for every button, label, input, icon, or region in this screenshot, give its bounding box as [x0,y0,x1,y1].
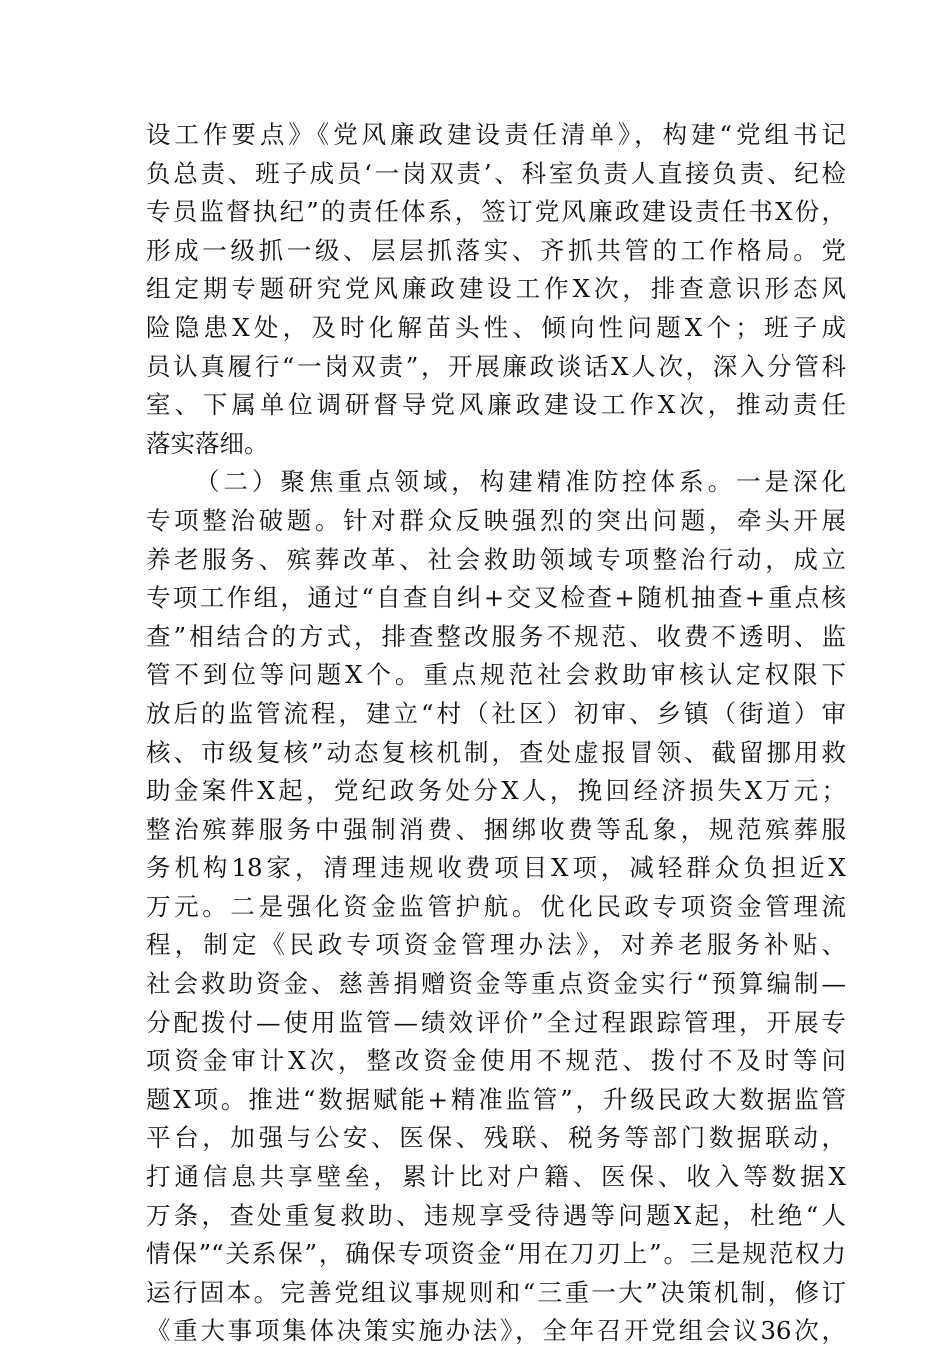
text-line: 专项工作组，通过“自查自纠+交叉检查+随机抽查+重点核 [146,583,846,613]
text-line: 负总责、班子成员‘一岗双责’、科室负责人直接负责、纪检 [146,158,846,188]
paragraph-key-areas [146,463,846,1351]
text-line: 程，制定《民政专项资金管理办法》，对养老服务补贴、 [146,930,846,960]
text-line: 助金案件X起，党纪政务处分X人，挽回经济损失X万元； [146,776,846,806]
text-line: 打通信息共享壁垒，累计比对户籍、医保、收入等数据X [146,1162,846,1192]
text-line: 社会救助资金、慈善捐赠资金等重点资金实行“预算编制— [146,969,846,999]
text-line: 核、市级复核”动态复核机制，查处虚报冒领、截留挪用救 [146,737,846,767]
text-line: 形成一级抓一级、层层抓落实、齐抓共管的工作格局。党 [146,235,846,265]
text-line: 整治殡葬服务中强制消费、捆绑收费等乱象，规范殡葬服 [146,814,846,844]
text-line: 险隐患X处，及时化解苗头性、倾向性问题X个；班子成 [146,312,846,342]
paragraph-responsibility-system [146,116,846,463]
text-line: 养老服务、殡葬改革、社会救助领域专项整治行动，成立 [146,544,846,574]
section-heading-line: （二）聚焦重点领域，构建精准防控体系。一是深化 [195,467,846,497]
text-line: 员认真履行“一岗双责”，开展廉政谈话X人次，深入分管科 [146,351,846,381]
document-body [146,116,846,1351]
text-line: 设工作要点》《党风廉政建设责任清单》，构建“党组书记 [146,120,846,149]
text-line: 放后的监管流程，建立“村（社区）初审、乡镇（街道）审 [146,698,846,728]
text-line: 万条，查处重复救助、违规享受待遇等问题X起，杜绝“人 [146,1200,846,1230]
text-line: 专项整治破题。针对群众反映强烈的突出问题，牵头开展 [146,505,846,535]
text-line: 务机构18家，清理违规收费项目X项，减轻群众负担近X [146,853,846,883]
text-line: 室、下属单位调研督导党风廉政建设工作X次，推动责任 [146,390,846,420]
text-line: 项资金审计X次，整改资金使用不规范、拨付不及时等问 [146,1046,846,1076]
text-line: 专员监督执纪”的责任体系，签订党风廉政建设责任书X份， [146,197,846,227]
text-line: 组定期专题研究党风廉政建设工作X次，排查意识形态风 [146,274,846,304]
text-line: 题X项。推进“数据赋能+精准监管”，升级民政大数据监管 [146,1084,846,1114]
text-line: 管不到位等问题X个。重点规范社会救助审核认定权限下 [146,660,846,690]
text-line: 分配拨付—使用监管—绩效评价”全过程跟踪管理，开展专 [146,1007,846,1037]
text-line: 落实落细。 [146,428,269,458]
text-line: 平台，加强与公安、医保、残联、税务等部门数据联动， [146,1123,846,1153]
text-line: 《重大事项集体决策实施办法》，全年召开党组会议36次， [146,1316,846,1346]
text-line: 运行固本。完善党组议事规则和“三重一大”决策机制，修订 [146,1277,846,1307]
text-line: 情保”“关系保”，确保专项资金“用在刀刃上”。三是规范权力 [146,1239,846,1269]
text-line: 查”相结合的方式，排查整改服务不规范、收费不透明、监 [146,621,846,651]
text-line: 万元。二是强化资金监管护航。优化民政专项资金管理流 [146,891,846,921]
